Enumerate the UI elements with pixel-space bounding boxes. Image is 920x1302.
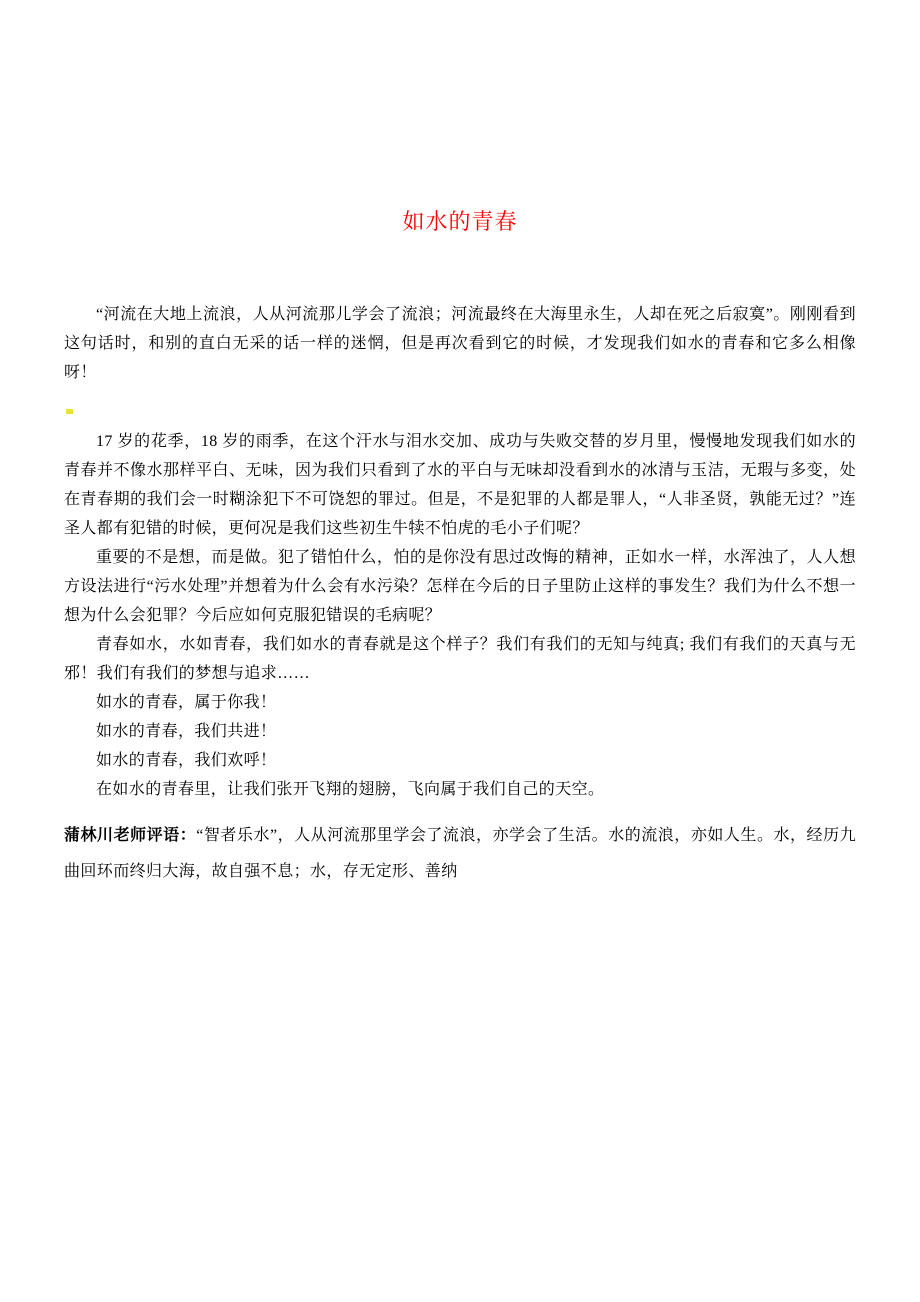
teacher-comment	[64, 818, 856, 890]
paragraph-refrain-2: 如水的青春，我们共进！	[96, 723, 277, 740]
teacher-comment-label: 蒲林川老师评语：	[64, 827, 197, 844]
paragraph-refrain-1: 如水的青春，属于你我！	[96, 694, 277, 711]
paragraph-body-2: 重要的不是想，而是做。犯了错怕什么，怕的是你没有思过改悔的精神，正如水一样，水浑浊了，人人想方设法进行“污水处理”并想着为什么会有水污染？怎样在今后的日子里防止这样的事发生？我们为什么不想一想为什么会犯罪？今后应如何克服犯错误的毛病呢？	[64, 549, 856, 624]
paragraph-gap	[64, 393, 856, 427]
paragraph-body-1: 17 岁的花季，18 岁的雨季，在这个汗水与泪水交加、成功与失败交替的岁月里，慢慢地发现我们如水的青春并不像水那样平白、无味，因为我们只看到了水的平白与无味却没看到水的冰清与玉洁，无瑕与多变，处在青春期的我们会一时糊涂犯下不可饶恕的罪过。但是，不是犯罪的人都是罪人，“人非圣贤，孰能无过？”连圣人都有犯错的时候，更何况是我们这些初生牛犊不怕虎的毛小子们呢？	[64, 433, 856, 537]
paragraph-refrain-3: 如水的青春，我们欢呼！	[96, 752, 277, 769]
document-title: 如水的青春	[402, 209, 518, 234]
paragraph-body-3: 青春如水，水如青春，我们如水的青春就是这个样子？我们有我们的无知与纯真; 我们有我们的天真与无邪！我们有我们的梦想与追求……	[64, 636, 856, 682]
proofing-mark-icon	[66, 409, 73, 414]
teacher-comment-text: “智者乐水”，人从河流那里学会了流浪，亦学会了生活。水的流浪，亦如人生。水，经历九曲回环而终归大海，故自强不息；水，存无定形、善纳	[64, 827, 856, 880]
paragraph-intro: “河流在大地上流浪，人从河流那儿学会了流浪；河流最终在大海里永生，人却在死之后寂寞”。刚刚看到这句话时，和别的直白无采的话一样的迷惘，但是再次看到它的时候，才发现我们如水的青春和它多么相像呀！	[64, 306, 856, 381]
paragraph-closing: 在如水的青春里，让我们张开飞翔的翅膀，飞向属于我们自己的天空。	[96, 781, 605, 798]
